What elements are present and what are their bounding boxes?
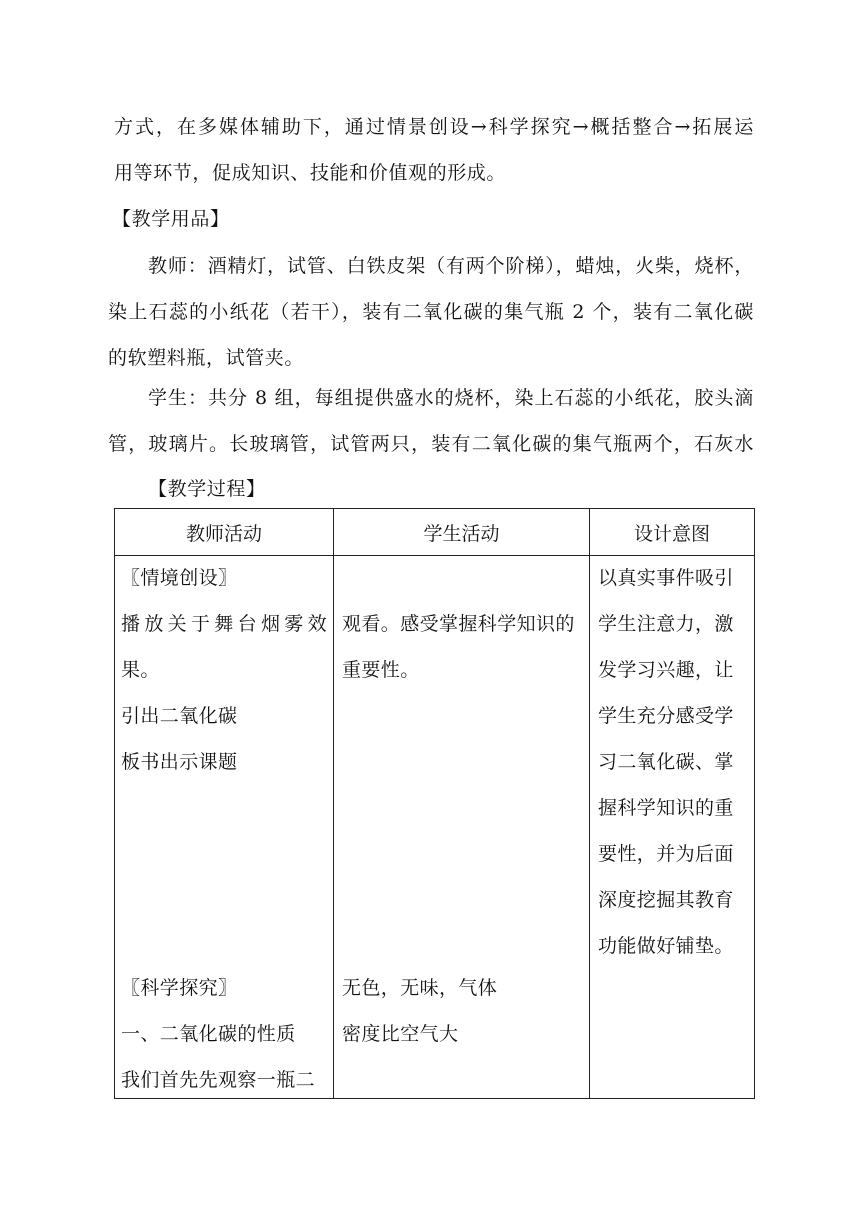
student-activity-line: 观看。感受掌握科学知识的 [342, 613, 575, 635]
student-materials-line-1: 学生：共分 8 组，每组提供盛水的烧杯，染上石蕊的小纸花，胶头滴 [148, 387, 754, 409]
teacher-activity-line: 一、二氧化碳的性质 [121, 1023, 296, 1045]
teacher-activity-line: 〖科学探究〗 [121, 977, 238, 999]
design-intent-line: 学生注意力，激 [598, 613, 734, 635]
intro-line-2: 用等环节，促成知识、技能和价值观的形成。 [114, 162, 507, 184]
teacher-activity-line: 引出二氧化碳 [121, 705, 238, 727]
teacher-activity-line: 板书出示课题 [121, 751, 238, 773]
design-intent-line: 要性，并为后面 [598, 843, 734, 865]
teacher-activity-cell [115, 556, 334, 1099]
header-design-intent: 设计意图 [590, 509, 755, 556]
student-activity-line: 密度比空气大 [342, 1023, 459, 1045]
table-row [115, 556, 755, 1099]
header-student-activity: 学生活动 [334, 509, 590, 556]
design-intent-line: 发学习兴趣，让 [598, 659, 734, 681]
teaching-process-table [114, 508, 755, 1099]
header-teacher-activity: 教师活动 [115, 509, 334, 556]
teacher-activity-line: 播放关于舞台烟雾效 [121, 613, 327, 635]
design-intent-line: 功能做好铺垫。 [598, 935, 734, 957]
student-activity-cell [334, 556, 590, 1099]
design-intent-line: 学生充分感受学 [598, 705, 734, 727]
teacher-activity-line: 我们首先先观察一瓶二 [121, 1069, 316, 1091]
design-intent-cell [590, 556, 755, 1099]
design-intent-line: 深度挖掘其教育 [598, 889, 734, 911]
process-heading: 【教学过程】 [148, 478, 266, 500]
teacher-materials-line-1: 教师：酒精灯，试管、白铁皮架（有两个阶梯），蜡烛，火柴，烧杯， [148, 255, 754, 277]
teacher-materials-line-3: 的软塑料瓶，试管夹。 [108, 347, 305, 369]
teacher-activity-line: 果。 [121, 659, 160, 681]
table-header-row [115, 509, 755, 556]
design-intent-line: 握科学知识的重 [598, 797, 734, 819]
student-activity-line: 无色，无味，气体 [342, 977, 498, 999]
design-intent-line: 以真实事件吸引 [598, 567, 734, 589]
teacher-activity-line: 〖情境创设〗 [121, 567, 238, 589]
student-materials-line-2: 管，玻璃片。长玻璃管，试管两只，装有二氧化碳的集气瓶两个，石灰水 [108, 433, 754, 455]
teacher-materials-line-2: 染上石蕊的小纸花（若干），装有二氧化碳的集气瓶 2 个，装有二氧化碳 [108, 301, 754, 323]
student-activity-line: 重要性。 [342, 659, 420, 681]
design-intent-line: 习二氧化碳、掌 [598, 751, 734, 773]
intro-line-1: 方式，在多媒体辅助下，通过情景创设→科学探究→概括整合→拓展运 [114, 116, 754, 138]
materials-heading: 【教学用品】 [112, 208, 230, 230]
